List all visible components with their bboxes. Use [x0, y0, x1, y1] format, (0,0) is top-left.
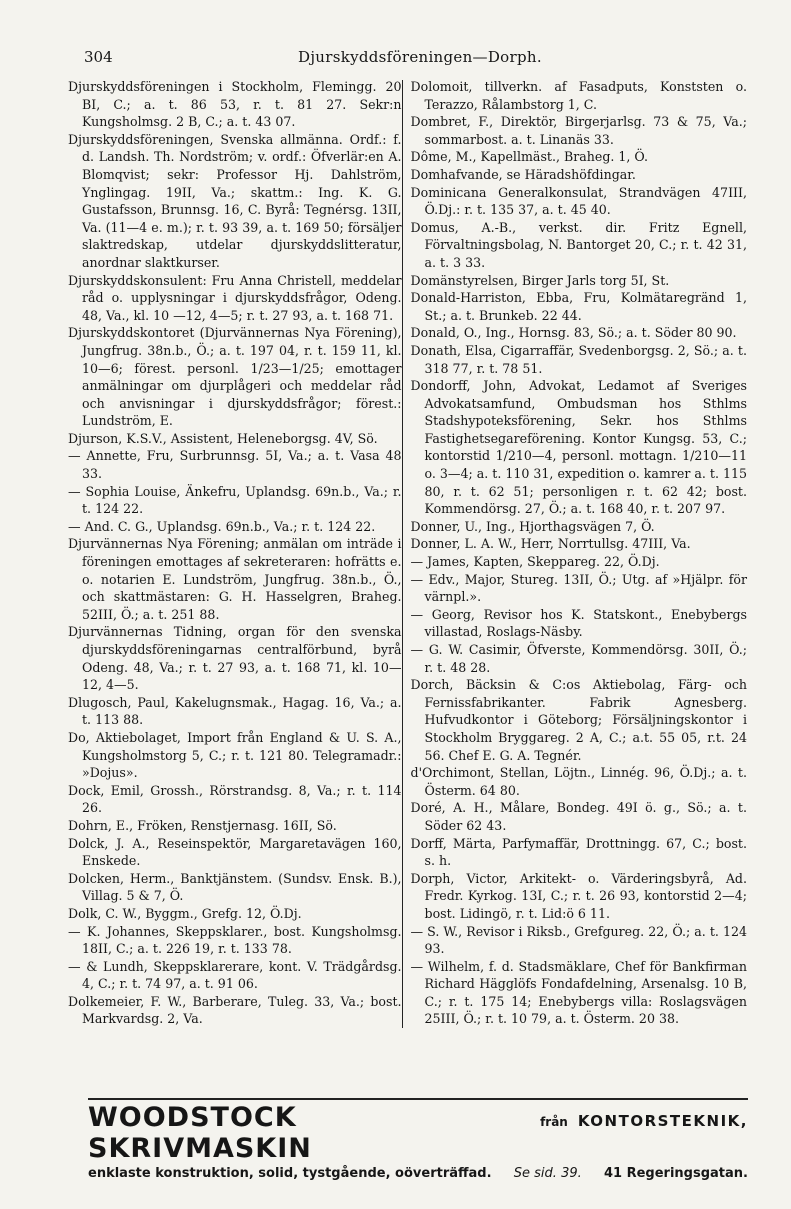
- directory-entry: Dolk, C. W., Byggm., Grefg. 12, Ö.Dj.: [68, 905, 302, 921]
- directory-entry: Dorff, Märta, Parfymaffär, Drottningg. 67, C.; bost. s. h.: [410, 835, 747, 869]
- advert-brand: WOODSTOCK SKRIVMASKIN: [88, 1102, 312, 1164]
- advert-left-text: enklaste konstruktion, solid, tystgående, oöverträffad.: [88, 1166, 492, 1181]
- directory-entry: — Wilhelm, f. d. Stadsmäklare, Chef för Bankfirman Richard Hägglöfs Fondafdelning, Arsenalsg. 10 B, C.; r. t. 175 14; Enebybergs villa: Roslagsvägen 25III, Ö.; r. t. 10 79, a. t. Österm. 20 38.: [410, 958, 747, 1027]
- directory-entry: Domhafvande, se Häradshöfdingar.: [410, 166, 636, 182]
- directory-entry: Donner, L. A. W., Herr, Norrtullsg. 47III, Va.: [410, 536, 691, 552]
- directory-entry: Do, Aktiebolaget, Import från England & U. S. A., Kungsholmstorg 5, C.; r. t. 121 80. Telegramadr.: »Dojus».: [68, 729, 402, 781]
- directory-entry: Doré, A. H., Målare, Bondeg. 49I ö. g., Sö.; a. t. Söder 62 43.: [410, 800, 747, 833]
- directory-entry: d'Orchimont, Stellan, Löjtn., Linnég. 96, Ö.Dj.; a. t. Österm. 64 80.: [410, 765, 747, 798]
- directory-entry: — And. C. G., Uplandsg. 69n.b., Va.; r. t. 124 22.: [68, 518, 376, 534]
- directory-entry: Dock, Emil, Grossh., Rörstrandsg. 8, Va.; r. t. 114 26.: [68, 782, 402, 816]
- directory-entry: Dorch, Bäcksin & C:os Aktiebolag, Färg- och Fernissfabrikanter. Fabrik Agnesberg. Hufvudkontor i Göteborg; Försäljningskontor i Stockholm Bryggareg. 2 A, C.; a.t. 55 05, r.t. 24 56. Chef E. G. A. Tegnér.: [410, 677, 747, 763]
- directory-entry: Dolomoit, tillverkn. af Fasadputs, Konststen o. Terazzo, Rålambstorg 1, C.: [410, 79, 747, 112]
- directory-entry: Dolck, J. A., Reseinspektör, Margaretavägen 160, Enskede.: [68, 835, 402, 869]
- directory-entry: Donner, U., Ing., Hjorthagsvägen 7, Ö.: [410, 518, 655, 534]
- directory-entry: — Sophia Louise, Änkefru, Uplandsg. 69n.b., Va.; r. t. 124 22.: [68, 483, 402, 517]
- left-column: [68, 78, 402, 1028]
- directory-entry: Donald-Harriston, Ebba, Fru, Kolmätaregränd 1, St.; a. t. Brunkeb. 22 44.: [410, 290, 747, 323]
- directory-entry: Donath, Elsa, Cigarraffär, Svedenborgsg. 2, Sö.; a. t. 318 77, r. t. 78 51.: [410, 342, 747, 376]
- directory-entry: Domänstyrelsen, Birger Jarls torg 5I, St.: [410, 272, 670, 288]
- directory-entry: Djurson, K.S.V., Assistent, Heleneborgsg. 4V, Sö.: [68, 430, 378, 446]
- advertisement: [88, 1098, 748, 1181]
- directory-entry: — Annette, Fru, Surbrunnsg. 5I, Va.; a. t. Vasa 48 33.: [68, 448, 402, 482]
- directory-entry: Dohrn, E., Fröken, Renstjernasg. 16II, Sö.: [68, 817, 337, 833]
- directory-entry: Dolcken, Herm., Banktjänstem. (Sundsv. Ensk. B.), Villag. 5 & 7, Ö.: [68, 870, 402, 904]
- two-column-body: [68, 78, 747, 1028]
- advert-right-text: 41 Regeringsgatan.: [603, 1166, 748, 1181]
- directory-entry: — & Lundh, Skeppsklarerare, kont. V. Trädgårdsg. 4, C.; r. t. 74 97, a. t. 91 06.: [68, 958, 402, 992]
- directory-entry: Dôme, M., Kapellmäst., Braheg. 1, Ö.: [410, 149, 648, 165]
- directory-entry: Djurvännernas Nya Förening; anmälan om inträde i föreningen emottages af sekreteraren: hofrätts e. o. notarien E. Lundström, Jungfrug. 38n.b., Ö., och skattmästaren: G. H. Hasselgren, Braheg. 52III, Ö.; a. t. 251 88.: [68, 536, 402, 622]
- directory-entry: Dlugosch, Paul, Kakelugnsmak., Hagag. 16, Va.; a. t. 113 88.: [68, 694, 402, 728]
- directory-entry: Domus, A.-B., verkst. dir. Fritz Egnell, Förvaltningsbolag, N. Bantorget 20, C.; r. t. 42 31, a. t. 3 33.: [410, 219, 747, 270]
- running-title: Djurskyddsföreningen—Dorph.: [298, 48, 542, 66]
- directory-entry: Dondorff, John, Advokat, Ledamot af Sveriges Advokatsamfund, Ombudsman hos Sthlms Stadshypoteksförening, Sekr. hos Sthlms Fastighetsegareförening. Kontor Kungsg. 53, C.; kontorstid 1/210—4, personl. mottagn. 1/210—11 o. 3—4; a. t. 110 31, expedition o. kamrer a. t. 115 80, r. t. 62 51; personligen r. t. 62 42; bost. Kommendörsg. 27, Ö.; a. t. 168 40, r. t. 207 97.: [410, 378, 747, 517]
- directory-entry: — Georg, Revisor hos K. Statskont., Enebybergs villastad, Roslags-Näsby.: [410, 606, 747, 640]
- directory-entry: — James, Kapten, Skeppareg. 22, Ö.Dj.: [410, 554, 660, 570]
- directory-entry: Donald, O., Ing., Hornsg. 83, Sö.; a. t. Söder 80 90.: [410, 325, 737, 341]
- directory-entry: Dombret, F., Direktör, Birgerjarlsg. 73 & 75, Va.; sommarbost. a. t. Linanäs 33.: [410, 114, 747, 147]
- directory-entry: Djurskyddskontoret (Djurvännernas Nya Förening), Jungfrug. 38n.b., Ö.; a. t. 197 04, r. t. 159 11, kl. 10—6; förest. personl. 1/23—1/25; emottager anmälningar om djurplågeri och meddelar råd och anvisningar i djurskyddsfrågor; förest.: Lundström, E.: [68, 325, 402, 429]
- right-column: [403, 78, 747, 1028]
- directory-entry: — S. W., Revisor i Riksb., Grefgureg. 22, Ö.; a. t. 124 93.: [410, 923, 747, 957]
- page-header: [68, 48, 747, 78]
- directory-entry: Djurskyddsföreningen, Svenska allmänna. Ordf.: f. d. Landsh. Th. Nordström; v. ordf.: Öfverlär:en A. Blomqvist; sekr: Professor Hj. Dahlström, Ynglingag. 19II, Va.; skattm.: Ing. K. G. Gustafsson, Brunnsg. 16, C. Byrå: Tegnérsg. 13II, Va. (11—4 e. m.); r. t. 93 39, a. t. 169 50; försäljer slaktredskap, utdelar djurskyddslitteratur, anordnar slaktkurser.: [68, 131, 402, 270]
- directory-entry: Dorph, Victor, Arkitekt- o. Värderingsbyrå, Ad. Fredr. Kyrkog. 13I, C.; r. t. 26 93, kontorstid 2—4; bost. Lidingö, r. t. Lid:ö 6 11.: [410, 870, 747, 921]
- directory-entry: Djurvännernas Tidning, organ för den svenska djurskyddsföreningarnas centralförbund, byrå Odeng. 48, Va.; r. t. 27 93, a. t. 168 71, kl. 10—12, 4—5.: [68, 624, 402, 693]
- advert-middle-text: Se sid. 39.: [513, 1166, 582, 1181]
- directory-entry: Dolkemeier, F. W., Barberare, Tuleg. 33, Va.; bost. Markvardsg. 2, Va.: [68, 993, 402, 1027]
- directory-entry: Dominicana Generalkonsulat, Strandvägen 47III, Ö.Dj.: r. t. 135 37, a. t. 45 40.: [410, 184, 747, 218]
- directory-entry: Djurskyddskonsulent: Fru Anna Christell, meddelar råd o. upplysningar i djurskyddsfrågor, Odeng. 48, Va., kl. 10 —12, 4—5; r. t. 27 93, a. t. 168 71.: [68, 272, 402, 323]
- advert-tagline: KONTORSTEKNIK,: [577, 1112, 748, 1130]
- directory-entry: — K. Johannes, Skeppsklarer., bost. Kungsholmsg. 18II, C.; a. t. 226 19, r. t. 133 78.: [68, 923, 402, 957]
- advert-headline: [88, 1098, 748, 1164]
- advert-from: från: [540, 1115, 568, 1129]
- directory-entry: Djurskyddsföreningen i Stockholm, Flemingg. 20 BI, C.; a. t. 86 53, r. t. 81 27. Sekr:n Kungsholmsg. 2 B, C.; a. t. 43 07.: [68, 79, 402, 130]
- page-number: 304: [84, 48, 113, 66]
- advert-subline: [88, 1166, 748, 1181]
- directory-entry: — Edv., Major, Stureg. 13II, Ö.; Utg. af »Hjälpr. för värnpl.».: [410, 571, 747, 605]
- directory-entry: — G. W. Casimir, Öfverste, Kommendörsg. 30II, Ö.; r. t. 48 28.: [410, 642, 747, 675]
